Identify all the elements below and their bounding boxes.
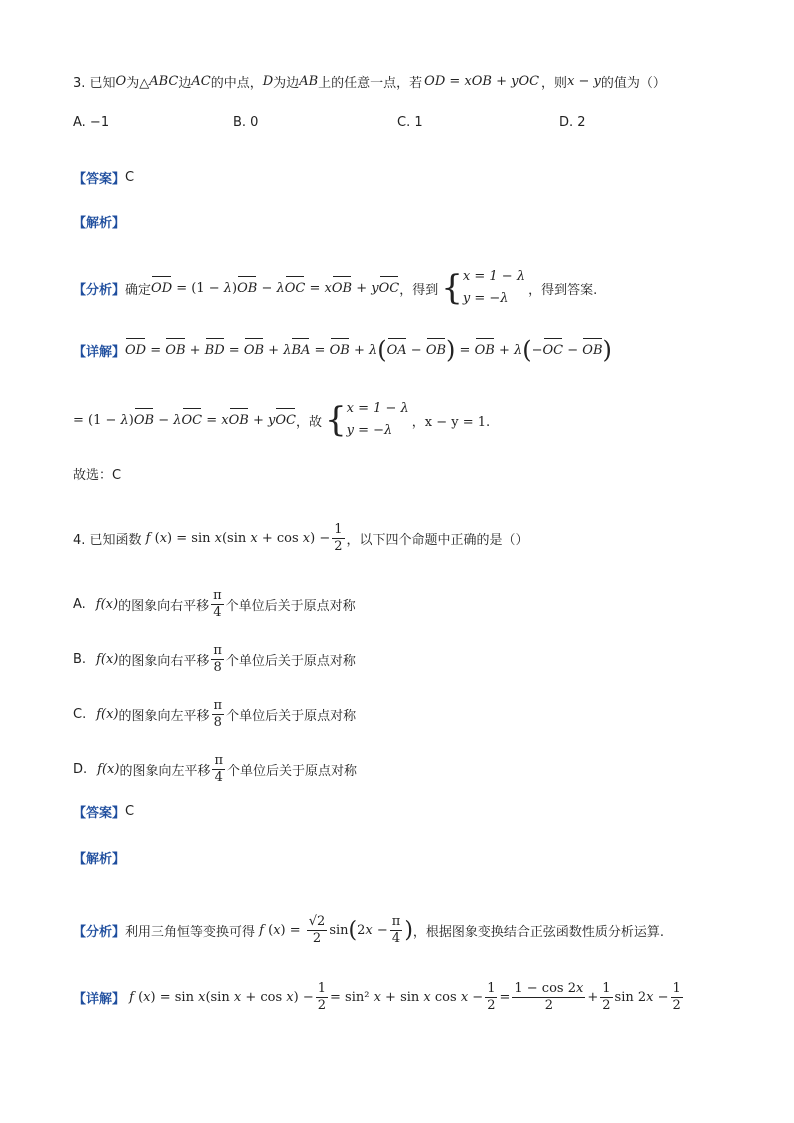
vector-od: OD [125,342,147,358]
math-op: sin 2 [614,990,647,1005]
math-y: y [268,412,276,428]
math-lambda: λ [368,342,378,358]
math-lambda: λ [283,342,292,358]
math-op: ) [232,280,238,296]
detail-tag: 【详解】 [73,344,126,360]
math-lambda: λ [120,412,129,428]
math-op: + cos [241,990,287,1005]
option-text: 个单位后关于原点对称 [227,764,358,779]
q3-stem-ab: AB [299,74,319,89]
math-op: + [349,342,369,358]
q3-fenxi-text: ，得到答案. [528,282,598,298]
option-letter: C. [73,707,87,722]
math-op: ) = [280,923,305,938]
math-fx: f [141,531,155,546]
vector-oc: OC [275,412,296,428]
math-op: + [494,342,514,358]
q3-stem-d: D [262,74,274,89]
math-op: ( [268,923,274,938]
math-lambda: λ [513,342,523,358]
q3-stem-xy: x − y [567,74,601,89]
vector-ob: OB [474,342,495,358]
vector-ob: OB [582,342,603,358]
math-op: + [248,412,269,428]
fraction-pi-4: $\frac{\pi}{4}$ [213,588,222,620]
vector-ob: OB [425,342,447,358]
q4-option-d [73,753,764,786]
option-text: 的图象向左平移 [119,764,211,779]
q3-stem-text: 的中点， [210,76,263,91]
math-op: + sin [380,990,424,1005]
math-paren: ( [522,336,532,364]
vector-oc: OC [181,412,203,428]
vector-ob: OB [243,342,265,358]
vector-oc: OC [284,280,306,296]
answer-value: C [125,170,135,185]
math-lambda: λ [223,280,233,296]
vector-oc: OC [378,280,400,296]
fraction-sqrt2-2: $\frac{√2}{2}$ [308,914,326,946]
q3-fenxi [73,266,764,310]
vector-ob: OB [331,280,353,296]
fraction-pi-8: $\frac{\pi}{8}$ [213,698,223,730]
q3-stem-ac: AC [191,74,211,89]
math-x: x [273,923,281,938]
vector-ob: OB [237,280,258,296]
option-text: 个单位后关于原点对称 [225,599,356,614]
q4-stem [73,522,764,555]
math-fx: f [125,990,139,1005]
q4-stem-text: 4. 已知函数 [73,533,142,548]
system-row: x = 1 − λ [346,401,409,416]
fraction-1-cos2x-2: $\frac{1 - \cos 2x}{2}$ [514,981,584,1013]
math-op: − [653,990,669,1005]
q3-stem-text: 的值为（） [600,76,666,91]
q3-option-d: D. 2 [559,114,586,130]
math-op: − [372,923,388,938]
math-op: + [587,990,599,1005]
system-row: x = 1 − λ [462,269,526,284]
fenxi-tag: 【分析】 [73,282,126,298]
math-op: = [310,342,330,358]
q3-analysis-heading [73,212,764,231]
math-paren: ( [377,336,387,364]
math-fx: f(x) [96,652,119,667]
q3-stem-o: O [115,74,127,89]
option-letter: D. [73,762,88,777]
vector-ba: BA [291,342,311,358]
math-op: − [154,412,174,428]
math-x: x [159,531,168,546]
q4-fenxi-text: 利用三角恒等变换可得 [125,925,256,940]
fraction-pi-8: $\frac{\pi}{8}$ [213,643,222,675]
math-op: ) = sin [150,990,199,1005]
vector-oa: OA [386,342,407,358]
system-row: y = −λ [462,291,509,306]
math-op: − [468,990,484,1005]
system-row: y = −λ [346,423,393,438]
math-op: − [406,342,426,358]
math-op: + [264,342,284,358]
math-paren: ) [446,336,456,364]
q4-option-c [73,698,764,731]
option-text: 的图象向右平移 [118,654,210,669]
math-op: = (1 − [172,280,224,296]
fenxi-tag: 【分析】 [73,925,126,940]
q3-detail-text: ，x − y = 1. [411,414,491,430]
equation-system: { x = 1 − λ y = −λ [441,268,526,308]
math-x: x [423,990,431,1005]
select-label: 故选：C [73,468,122,483]
vector-od: OD [151,280,173,296]
math-x: x [198,990,206,1005]
q3-fenxi-text: 确定 [125,282,152,298]
answer-value: C [125,804,135,819]
math-paren: ) [404,918,413,943]
math-lambda: λ [276,280,285,296]
math-fx: f(x) [96,707,119,722]
fraction-half: $\frac{1}{2}$ [317,981,326,1013]
math-op: = [499,990,511,1005]
option-text: 的图象向右平移 [118,599,210,614]
q3-detail-line2 [73,398,764,442]
option-letter: B. [73,652,87,667]
math-op: ) − [310,531,331,546]
answer-tag: 【答案】 [73,172,126,187]
math-op: ) − [293,990,314,1005]
math-op: 2 [357,923,366,938]
q4-analysis-heading [73,848,764,867]
q3-stem-text: ，则 [541,76,568,91]
analysis-tag: 【解析】 [73,852,126,867]
math-x: x [250,531,258,546]
vector-oc: OC [542,342,564,358]
math-x: x [221,412,229,428]
math-x: x [460,990,469,1005]
math-x: x [233,990,242,1005]
q3-option-a: A. −1 [73,114,110,130]
q3-detail-line1 [73,336,764,364]
math-op: = [224,342,244,358]
math-fx: f(x) [97,762,120,777]
q3-stem-text: 为△ [126,76,150,91]
math-op: sin [329,923,349,938]
math-op: − [257,280,277,296]
q3-stem-abc: ABC [149,74,179,89]
math-op: cos [430,990,461,1005]
vector-bd: BD [204,342,225,358]
q3-stem-vector-equation: OD = xOB + yOC [424,74,540,89]
q4-option-b [73,643,764,676]
math-op: − [563,342,583,358]
math-op: = (1 − [73,412,121,428]
fraction-pi-4: $\frac{\pi}{4}$ [391,914,401,946]
math-op: (sin [221,531,251,546]
math-op: (sin [205,990,234,1005]
answer-tag: 【答案】 [73,806,126,821]
q4-option-a [73,588,764,621]
fraction-half: $\frac{1}{2}$ [602,981,611,1013]
math-op: ( [154,531,160,546]
q3-stem-text: 上的任意一点，若 [318,76,423,91]
math-op: ( [138,990,144,1005]
math-x: x [286,990,294,1005]
q3-answer [73,168,764,187]
math-op: = [305,280,325,296]
option-letter: A. [73,597,86,612]
q3-stem-text: 边 [178,76,192,91]
q3-stem-text: 为边 [273,76,300,91]
q3-option-c: C. 1 [397,114,423,130]
math-op: = sin² [330,990,374,1005]
math-y: y [371,280,379,296]
option-text: 个单位后关于原点对称 [226,709,357,724]
q3-option-b: B. 0 [233,114,259,130]
vector-ob: OB [165,342,186,358]
math-op: − [531,342,543,358]
math-op: + cos [257,531,303,546]
q3-fenxi-text: ，得到 [399,282,439,298]
math-fx: f(x) [95,597,119,612]
math-fx: f [255,923,269,938]
option-text: 个单位后关于原点对称 [225,654,356,669]
q3-select [73,464,764,483]
q3-detail-text: ，故 [295,414,322,430]
vector-ob: OB [329,342,350,358]
math-op: + [185,342,205,358]
option-text: 的图象向左平移 [118,709,210,724]
math-paren: ( [348,918,358,943]
vector-ob: OB [133,412,155,428]
math-op: ) = sin [167,531,215,546]
equation-system: { x = 1 − λ y = −λ [325,400,409,440]
detail-tag: 【详解】 [73,992,126,1007]
math-x: x [373,990,381,1005]
math-lambda: λ [173,412,182,428]
fraction-pi-4: $\frac{\pi}{4}$ [214,753,224,785]
math-paren: ) [602,336,612,364]
math-x: x [214,531,222,546]
math-op: ) [128,412,134,428]
q4-answer [73,802,764,821]
fraction-half: $\frac{1}{2}$ [487,981,496,1013]
fraction-half: $\frac{1}{2}$ [334,522,343,554]
analysis-tag: 【解析】 [73,216,126,231]
math-op: = [146,342,166,358]
q4-fenxi-text: ，根据图象变换结合正弦函数性质分析运算. [412,925,665,940]
q3-stem [73,72,764,91]
math-x: x [646,990,654,1005]
math-x: x [302,531,311,546]
math-op: = [202,412,222,428]
math-op: = [455,342,475,358]
q4-fenxi [73,914,764,947]
q4-stem-text: ，以下四个命题中正确的是（） [346,533,529,548]
fraction-half: $\frac{1}{2}$ [672,981,681,1013]
vector-ob: OB [228,412,249,428]
q4-detail [73,981,764,1014]
math-op: + [352,280,372,296]
math-x: x [143,990,151,1005]
math-x: x [324,280,332,296]
math-x: x [365,923,373,938]
q3-stem-text: 3. 已知 [73,76,116,91]
